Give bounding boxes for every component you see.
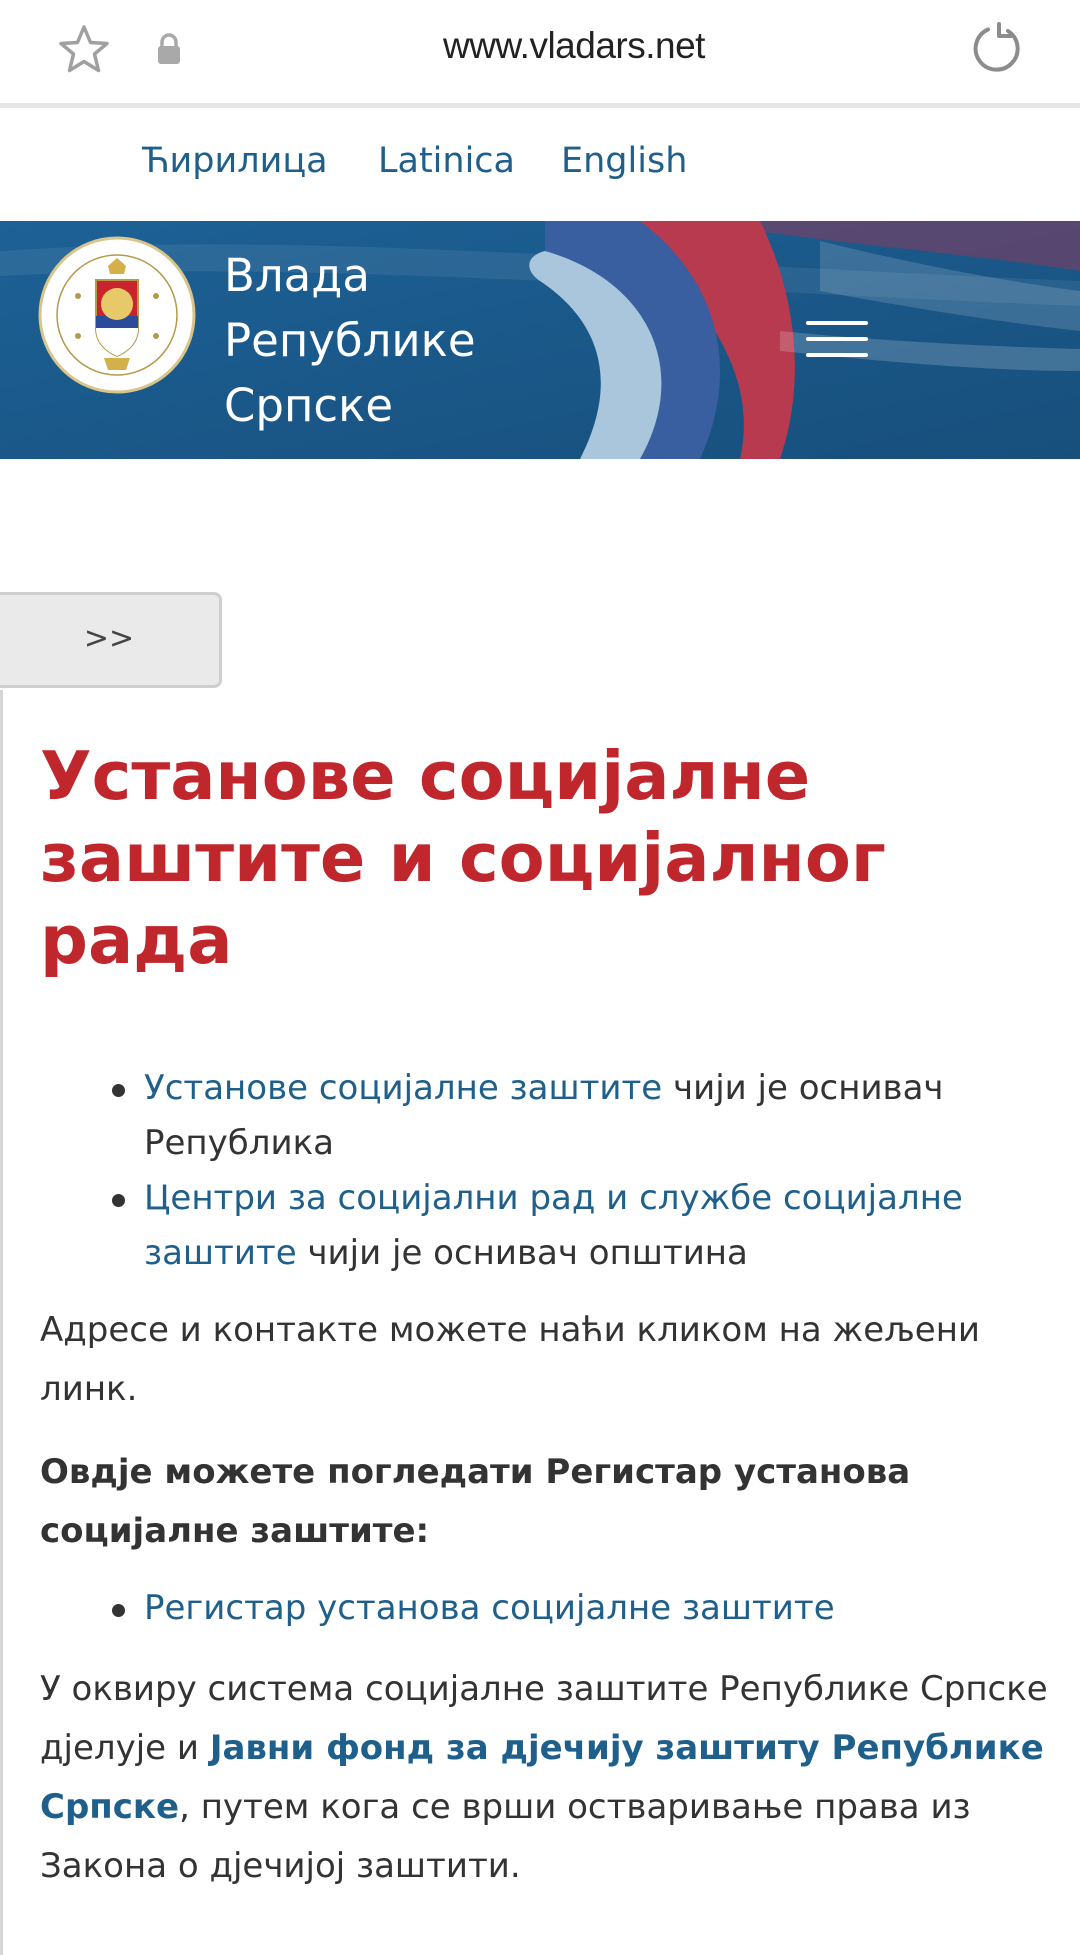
social-institutions-link[interactable]: Установе социјалне заштите xyxy=(144,1068,663,1108)
paragraph-text: , путем кога се врши остваривање права из Закона о дјечијој заштити. xyxy=(40,1787,971,1886)
register-heading: Овдје можете погледати Регистар установа социјалне заштите: xyxy=(40,1452,911,1551)
list-item xyxy=(144,1061,1050,1171)
contacts-paragraph: Адресе и контакте можете наћи кликом на жељени линк. xyxy=(40,1310,981,1409)
page-title: Установе социјалне заштите и социјалног рада xyxy=(40,737,886,979)
child-protection-paragraph xyxy=(40,1660,1050,1896)
institutions-list xyxy=(40,1061,1050,1281)
menu-icon[interactable] xyxy=(806,321,868,361)
lang-cyrillic-link[interactable]: Ћирилица xyxy=(142,141,328,181)
list-item-text: чији је оснивач општина xyxy=(296,1233,748,1273)
child-protection-fund-link[interactable]: Јавни фонд за дјечију заштиту Републике Српске xyxy=(40,1728,1044,1827)
gov-title-line-2: Републике xyxy=(224,314,476,367)
register-link[interactable]: Регистар установа социјалне заштите xyxy=(144,1588,835,1628)
list-item xyxy=(144,1581,1050,1636)
paragraph-text: У оквиру система социјалне заштите Републике Српске дјелује и xyxy=(40,1669,1048,1768)
seal-logo xyxy=(38,236,196,394)
government-title[interactable] xyxy=(224,243,476,438)
list-item-text: чији је оснивач Република xyxy=(144,1068,944,1163)
gov-title-line-3: Српске xyxy=(224,379,394,432)
browser-address-bar xyxy=(0,0,1080,108)
reload-icon[interactable] xyxy=(968,21,1024,77)
lang-english-link[interactable]: English xyxy=(561,141,688,181)
content-left-border xyxy=(0,690,3,1955)
social-work-centers-link[interactable]: Центри за социјални рад и службе социјалне заштите xyxy=(144,1178,963,1273)
site-header-banner xyxy=(0,221,1080,459)
sidebar-toggle-button[interactable]: >> xyxy=(0,592,222,688)
main-content xyxy=(40,735,1050,1896)
gov-title-line-1: Влада xyxy=(224,249,370,302)
list-item xyxy=(144,1171,1050,1281)
language-bar xyxy=(0,113,1080,221)
address-url[interactable]: www.vladars.net xyxy=(443,25,705,66)
register-list xyxy=(40,1581,1050,1636)
lang-latin-link[interactable]: Latinica xyxy=(378,141,515,181)
